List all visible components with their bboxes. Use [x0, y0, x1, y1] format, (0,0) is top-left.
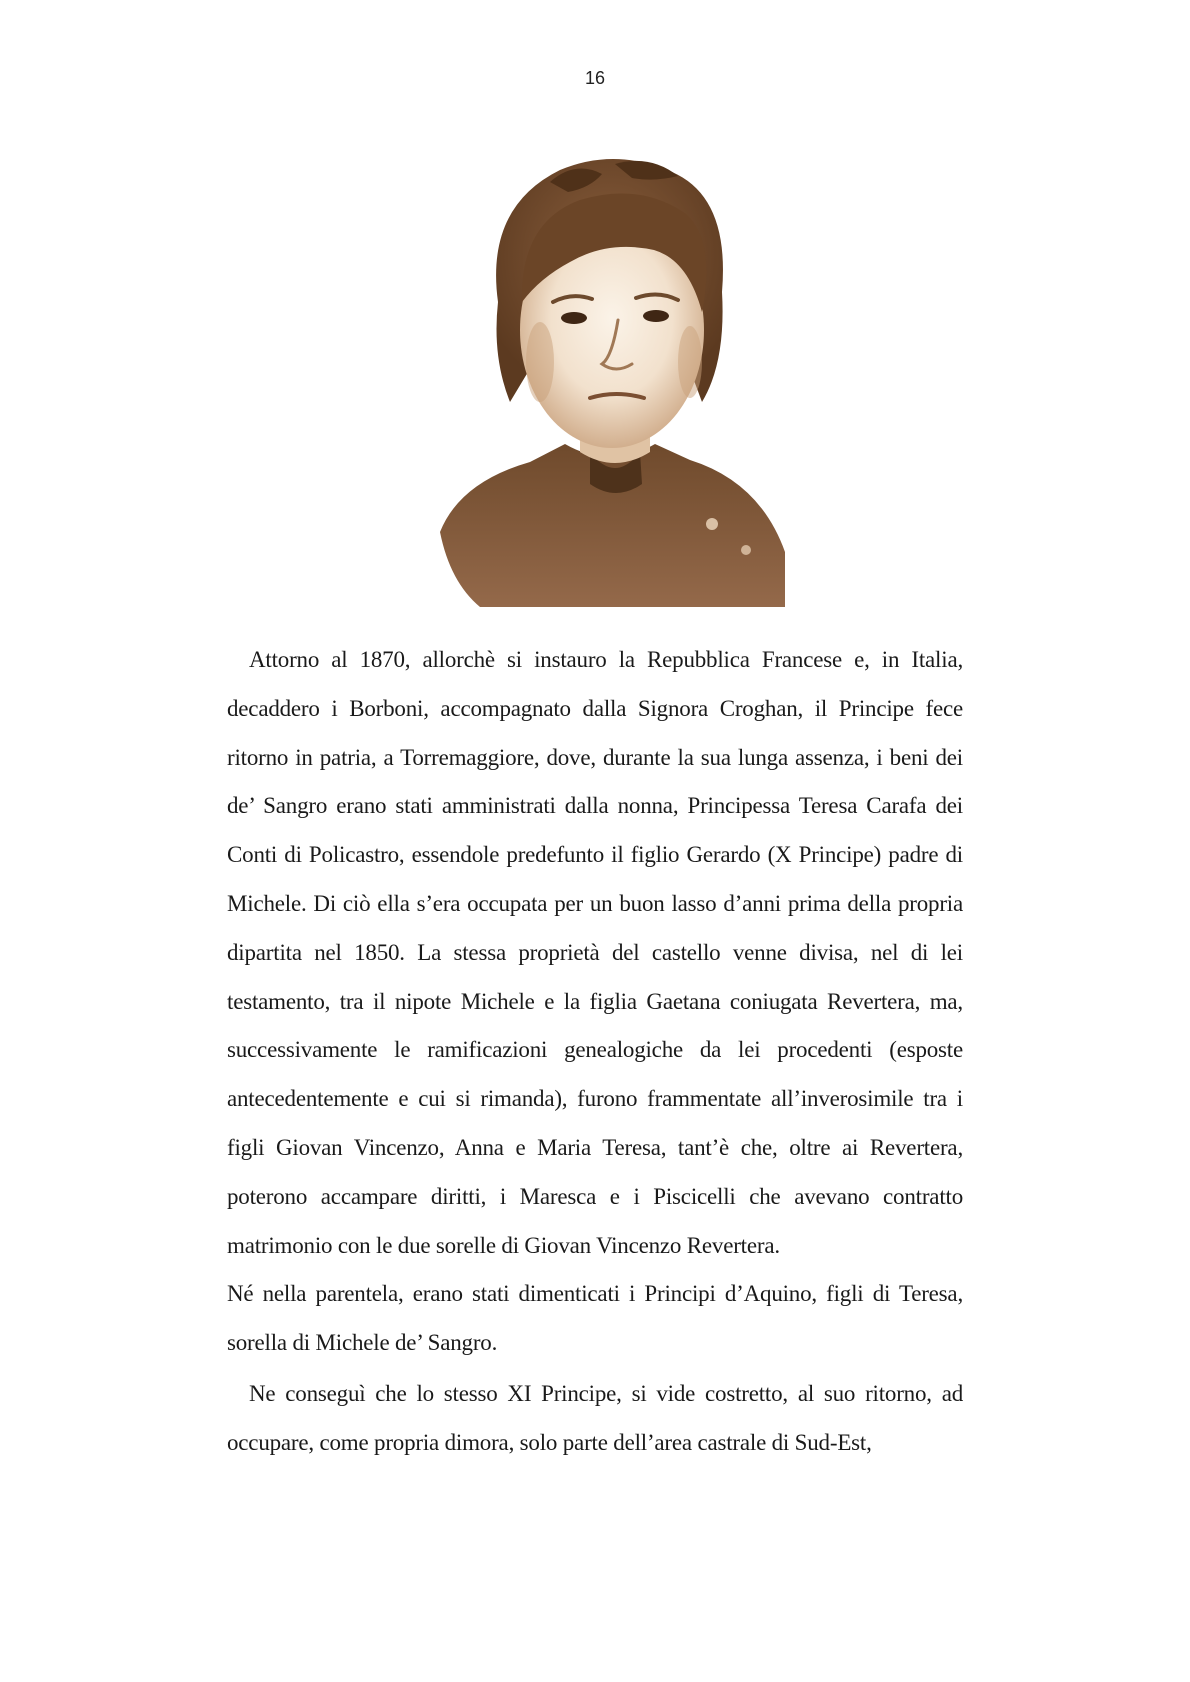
page-number: 16	[584, 68, 606, 88]
paragraph-2: Né nella parentela, erano stati dimenticati i Principi d’Aquino, figli di Teresa, sorella di Michele de’ Sangro.	[227, 1281, 963, 1356]
paragraph-1: Attorno al 1870, allorchè si instauro la Repubblica Francese e, in Italia, decaddero i Borboni, accompagnato dalla Signora Croghan, il Principe fece ritorno in patria, a Torremaggiore, dove, durante la sua lunga assenza, i beni dei de’ Sangro erano stati amministrati dalla nonna, Principessa Teresa Carafa dei Conti di Policastro, essendole predefunto il figlio Gerardo (X Principe) padre di Michele. Di ciò ella s’era occupata per un buon lasso d’anni prima della propria dipartita nel 1850. La stessa proprietà del castello venne divisa, nel di lei testamento, tra il nipote Michele e la figlia Gaetana coniugata Revertera, ma, successivamente le ramificazioni genealogiche da lei procedenti (esposte antecedentemente e cui si rimanda), furono frammentate all’inverosimile tra i figli Giovan Vincenzo, Anna e Maria Teresa, tant’è che, oltre ai Revertera, poterono accampare diritti, i Maresca e i Piscicelli che avevano contratto matrimonio con le due sorelle di Giovan Vincenzo Revertera.	[227, 647, 963, 1258]
body-text	[227, 636, 963, 1468]
paragraph-3: Ne conseguì che lo stesso XI Principe, si vide costretto, al suo ritorno, ad occupare, come propria dimora, solo parte dell’area castrale di Sud-Est,	[227, 1380, 963, 1455]
portrait-photo	[440, 152, 785, 607]
